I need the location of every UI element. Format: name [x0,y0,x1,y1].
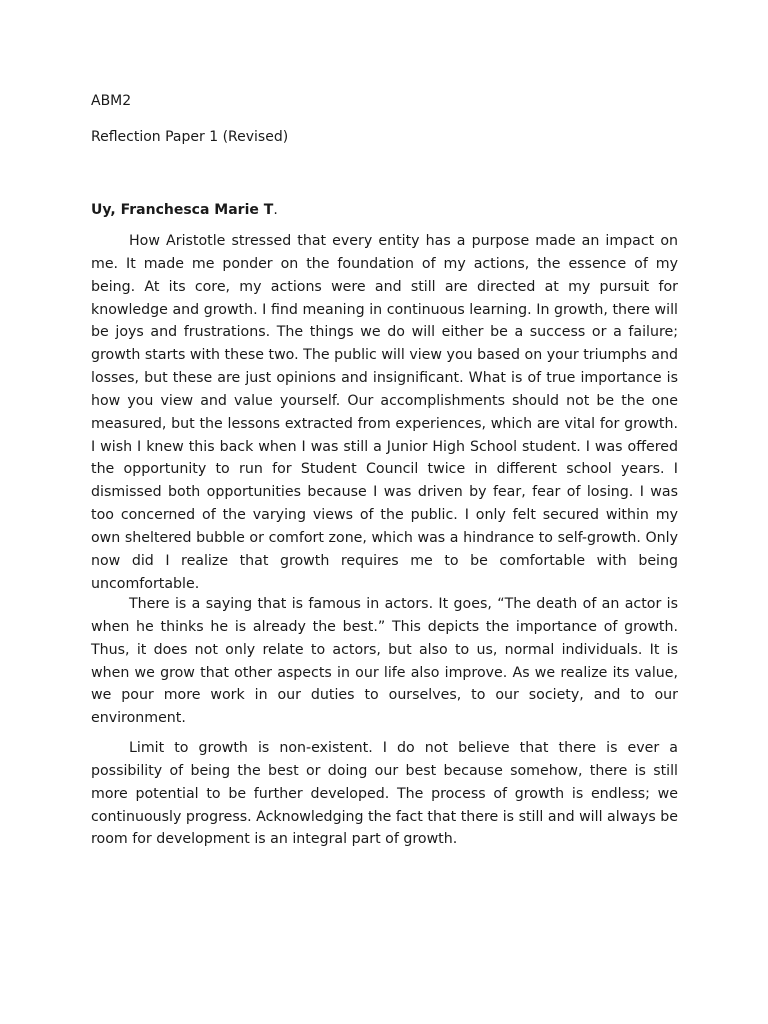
course-label: ABM2 [91,93,132,109]
paper-title: Reflection Paper 1 (Revised) [91,129,289,145]
paragraph-text: There is a saying that is famous in actors. It goes, “The death of an actor is when he thinks he is already the best.” This depicts the importance of growth. Thus, it does not only relate to actors, but also to us, normal individuals. It is when we grow that other aspects in our life also improve. As we realize its value, we pour more work in our duties to ourselves, to our society, and to our environment. [91,596,678,727]
paragraph-3 [91,737,678,851]
paragraph-text: Limit to growth is non-existent. I do not believe that there is ever a possibility of being the best or doing our best because somehow, there is still more potential to be further developed. The process of growth is endless; we continuously progress. Acknowledging the fact that there is still and will always be room for development is an integral part of growth. [91,740,678,848]
paragraph-2 [91,593,678,730]
author-name [91,200,278,220]
paragraph-1 [91,230,678,596]
author-name-suffix: . [273,202,278,218]
author-name-text: Uy, Franchesca Marie T [91,202,274,218]
paragraph-text: How Aristotle stressed that every entity has a purpose made an impact on me. It made me ponder on the foundation of my actions, the essence of my being. At its core, my actions were and still are directed at my pursuit for knowledge and growth. I find meaning in continuous learning. In growth, there will be joys and frustrations. The things we do will either be a success or a failure; growth starts with these two. The public will view you based on your triumphs and losses, but these are just opinions and insignificant. What is of true importance is how you view and value yourself. Our accomplishments should not be the one measured, but the lessons extracted from experiences, which are vital for growth. I wish I knew this back when I was still a Junior High School student. I was offered the opportunity to run for Student Council twice in different school years. I dismissed both opportunities because I was driven by fear, fear of losing. I was too concerned of the varying views of the public. I only felt secured within my own sheltered bubble or comfort zone, which was a hindrance to self-growth. Only now did I realize that growth requires me to be comfortable with being uncomfortable. [91,233,678,592]
